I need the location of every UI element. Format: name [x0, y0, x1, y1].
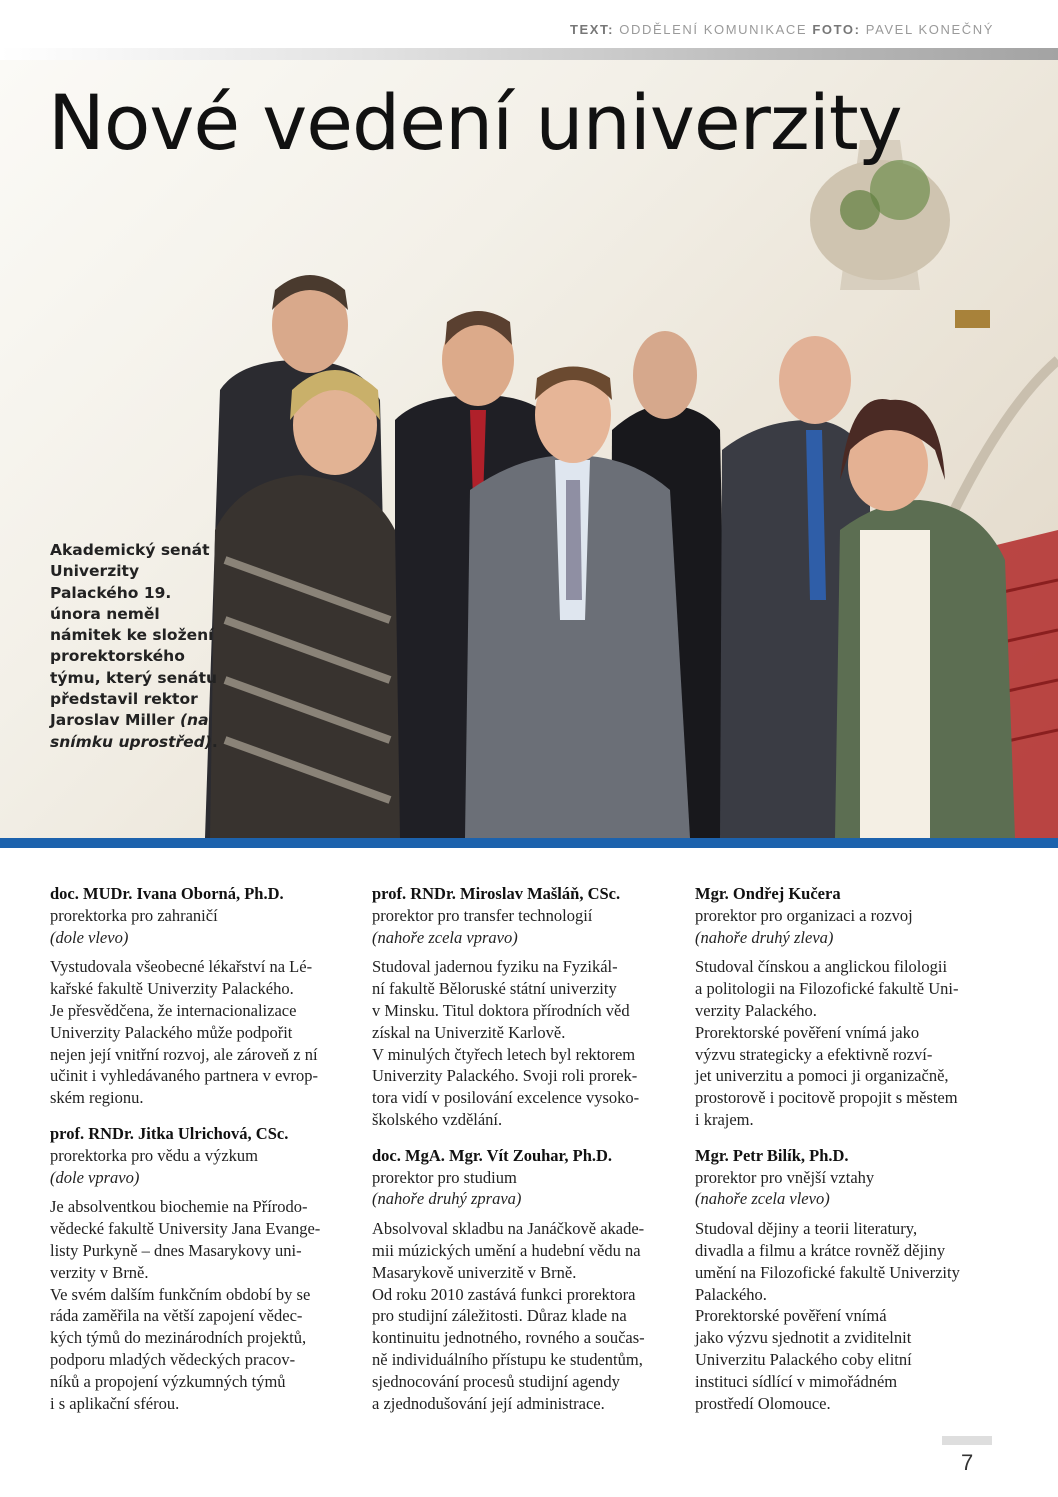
person-bio: Vystudovala všeobecné lékařství na Lé- kařské fakultě Univerzity Palackého. Je přesvědčena, že internacionalizace Univerzity Palackého může podpořit nejen její vnitřní rozvoj, ale zároveň z ní učinit i vyhledávaného partnera v evrop- ském regionu. — [50, 957, 319, 1108]
top-gradient-bar — [0, 48, 1058, 60]
person-name: doc. MgA. Mgr. Vít Zouhar, Ph.D. — [372, 1145, 613, 1165]
person-role: prorektor pro transfer technologií — [372, 905, 593, 925]
photo-credits — [570, 22, 994, 37]
person-entry — [372, 883, 682, 1131]
text-credit-label: TEXT: — [569, 22, 615, 37]
person-entry — [50, 1123, 360, 1414]
person-bio: Studoval čínskou a anglickou filologii a politologii na Filozofické fakultě Uni- verzity Palackého. Prorektorské pověření vnímá jako výzvu strategicky a efektivně rozví- jet univerzitu a pomoci ji organizačně, prostorově i pocitově propojit s městem i krajem. — [695, 957, 959, 1129]
person-entry — [372, 1145, 682, 1415]
person-name: prof. RNDr. Miroslav Mašláň, CSc. — [372, 884, 621, 903]
person-photo-position: (nahoře zcela vlevo) — [695, 1189, 830, 1209]
page-number-bar — [942, 1436, 992, 1445]
person-photo-position: (dole vlevo) — [50, 927, 129, 947]
column-3 — [695, 883, 1005, 1424]
photo-credit-label: FOTO: — [812, 22, 861, 37]
text-credit-value: ODDĚLENÍ KOMUNIKACE — [619, 22, 808, 37]
person-bio: Je absolventkou biochemie na Přírodo- vědecké fakultě University Jana Evange- listy Purkyně – dnes Masarykovy uni- verzity v Brně. Ve svém dalším funkčním období by se ráda zaměřila na větší zapojení vědec- kých týmů do mezinárodních projektů, podporu mladých vědeckých pracov- níků a propojení výzkumných týmů i s aplikační sférou. — [50, 1197, 321, 1413]
photo-credit-value: PAVEL KONEČNÝ — [865, 22, 994, 37]
column-2 — [372, 883, 682, 1424]
person-bio: Absolvoval skladbu na Janáčkově akade- mii múzických umění a hudební vědu na Masarykově univerzitě v Brně. Od roku 2010 zastává funkci prorektora pro studijní záležitosti. Důraz klade na kontinuitu jednotného, rovného a součas- ně individuálního přístupu ke studentům, sjednocování procesů studijní agendy a zjednodušování její administrace. — [372, 1219, 645, 1413]
person-photo-position: (nahoře zcela vpravo) — [372, 927, 518, 947]
caption-text: Akademický senát Univerzity Palackého 19. února neměl námitek ke složení prorektorského týmu, který senátu představil rektor Jaroslav Miller — [50, 541, 218, 730]
person-role: prorektor pro organizaci a rozvoj — [695, 905, 913, 925]
person-photo-position: (nahoře druhý zprava) — [372, 1189, 522, 1209]
person-name: Mgr. Ondřej Kučera — [695, 884, 841, 903]
person-entry — [695, 883, 1005, 1131]
person-role: prorektor pro vnější vztahy — [695, 1167, 875, 1187]
photo-caption — [50, 540, 220, 753]
caption-italic-note: (na snímku uprostřed) — [50, 711, 212, 751]
page-title: Nové vedení univerzity — [48, 78, 902, 167]
person-photo-position: (nahoře druhý zleva) — [695, 927, 834, 947]
person-entry — [695, 1145, 1005, 1415]
person-bio: Studoval dějiny a teorii literatury, divadla a filmu a krátce rovněž dějiny umění na Filozofické fakultě Univerzity Palackého. Prorektorské pověření vnímá jako výzvu sjednotit a zviditelnit Univerzitu Palackého coby elitní instituci sídlící v mimořádném prostředí Olomouce. — [695, 1219, 960, 1413]
person-name: doc. MUDr. Ivana Oborná, Ph.D. — [50, 884, 284, 903]
person-name: Mgr. Petr Bilík, Ph.D. — [695, 1145, 849, 1165]
person-role: prorektorka pro vědu a výzkum — [50, 1145, 259, 1165]
column-1 — [50, 883, 360, 1424]
person-role: prorektorka pro zahraničí — [50, 905, 218, 925]
person-name: prof. RNDr. Jitka Ulrichová, CSc. — [50, 1123, 289, 1143]
blue-divider — [0, 838, 1058, 848]
person-entry — [50, 883, 360, 1109]
caption-period: . — [211, 732, 218, 751]
page-number: 7 — [961, 1450, 974, 1475]
person-bio: Studoval jadernou fyziku na Fyzikál- ní fakultě Běloruské státní univerzity v Minsku. Titul doktora přírodních věd získal na Univerzitě Karlově. V minulých čtyřech letech byl rektorem Univerzity Palackého. Svoji roli prorek- tora vidí v posilování excelence vysoko- školského vzdělání. — [372, 957, 640, 1129]
person-photo-position: (dole vpravo) — [50, 1167, 140, 1187]
person-role: prorektor pro studium — [372, 1167, 517, 1187]
